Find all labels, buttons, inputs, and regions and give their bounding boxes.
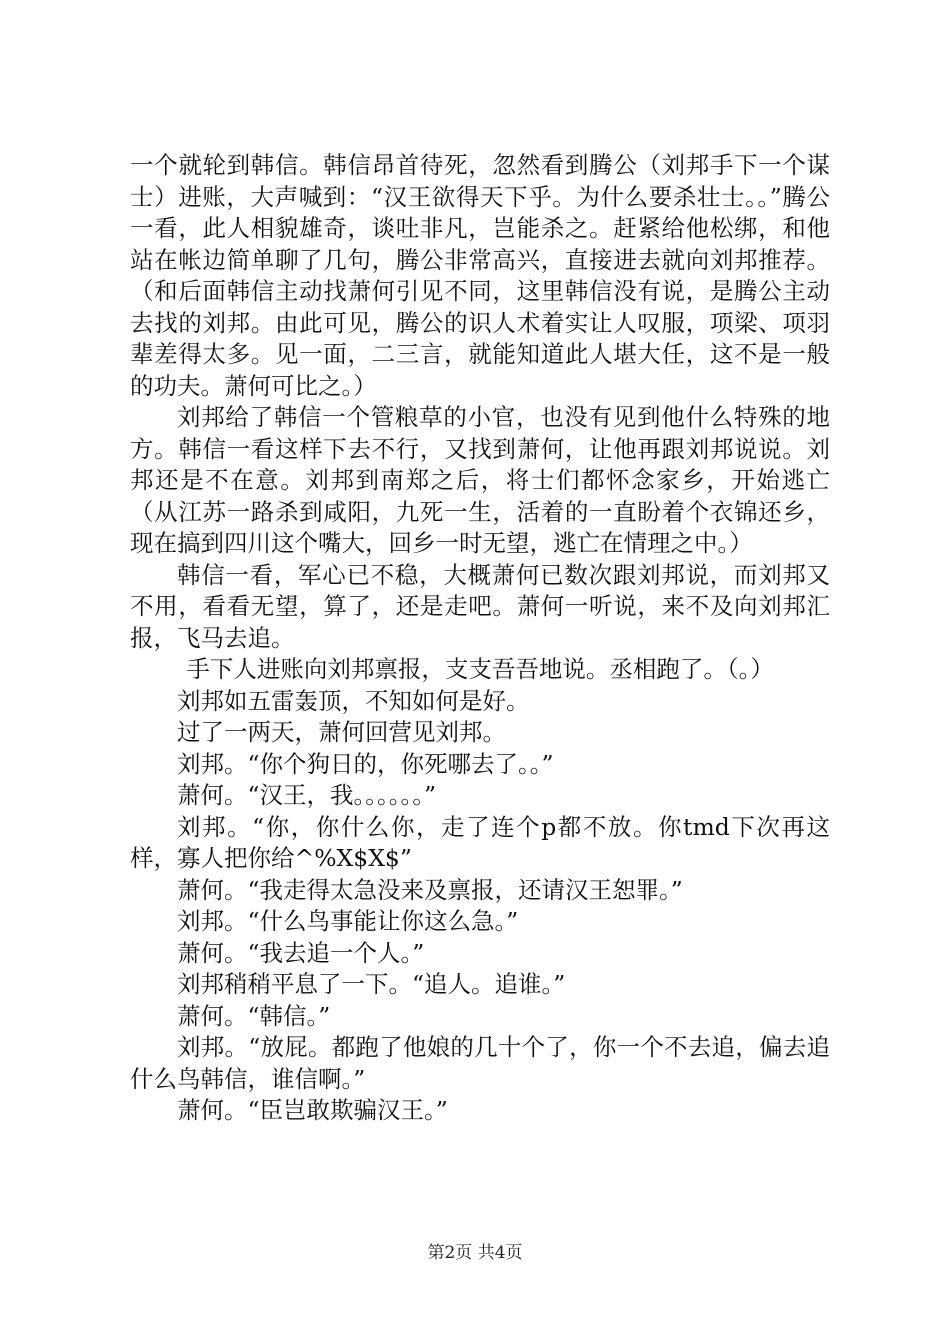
paragraph: 萧何。“臣岂敢欺骗汉王。”	[177, 1096, 448, 1124]
paragraph: 萧何。“我去追一个人。”	[177, 938, 425, 967]
paragraph: 刘邦。“什么鸟事能让你这么急。”	[177, 907, 519, 935]
paragraph: 手下人进账向刘邦禀报，支支吾吾地说。丞相跑了。（。）	[186, 655, 774, 683]
paragraph: 过了一两天，萧何回营见刘邦。	[177, 718, 506, 746]
paragraph: 萧何。“汉王，我。。。。。。”	[177, 781, 437, 809]
paragraph: 刘邦。“放屁。都跑了他娘的几十个了，你一个不去追，偏去追什么鸟韩信，谁信啊。”	[130, 1033, 830, 1093]
paragraph: 刘邦稍稍平息了一下。“追人。追谁。”	[177, 970, 566, 998]
paragraph: 萧何。“韩信。”	[177, 1001, 331, 1030]
page-number-label: 第2页 共4页	[427, 1243, 523, 1263]
paragraph: 刘邦如五雷轰顶，不知如何是好。	[177, 686, 530, 715]
paragraph: 韩信一看，军心已不稳，大概萧何已数次跟刘邦说，而刘邦又不用，看看无望，算了，还是走吧。萧何一听说，来不及向刘邦汇报，飞马去追。	[130, 560, 830, 652]
page-footer	[0, 1242, 950, 1264]
paragraph: 刘邦。“你，你什么你，走了连个p都不放。你tmd下次再这样，寡人把你给^%X$X$”	[130, 812, 830, 872]
paragraph: 一个就轮到韩信。韩信昂首待死，忽然看到腾公（刘邦手下一个谋士）进账，大声喊到：“汉王欲得天下乎。为什么要杀壮士。。”腾公一看，此人相貌雄奇，谈吐非凡，岂能杀之。赶紧给他松绑，和他站在帐边简单聊了几句，腾公非常高兴，直接进去就向刘邦推荐。（和后面韩信主动找萧何引见不同，这里韩信没有说，是腾公主动去找的刘邦。由此可见，腾公的识人术着实让人叹服，项梁、项羽辈差得太多。见一面，二三言，就能知道此人堪大任，这不是一般的功夫。萧何可比之。）	[130, 151, 830, 400]
paragraph: 萧何。“我走得太急没来及禀报，还请汉王恕罪。”	[177, 875, 683, 904]
paragraph: 刘邦给了韩信一个管粮草的小官，也没有见到他什么特殊的地方。韩信一看这样下去不行，又找到萧何，让他再跟刘邦说说。刘邦还是不在意。刘邦到南郑之后，将士们都怀念家乡，开始逃亡（从江苏一路杀到咸阳，九死一生，活着的一直盼着个衣锦还乡，现在搞到四川这个嘴大，回乡一时无望，逃亡在情理之中。）	[130, 403, 830, 557]
document-body	[130, 150, 830, 1127]
paragraph: 刘邦。“你个狗日的，你死哪去了。。”	[177, 749, 554, 778]
